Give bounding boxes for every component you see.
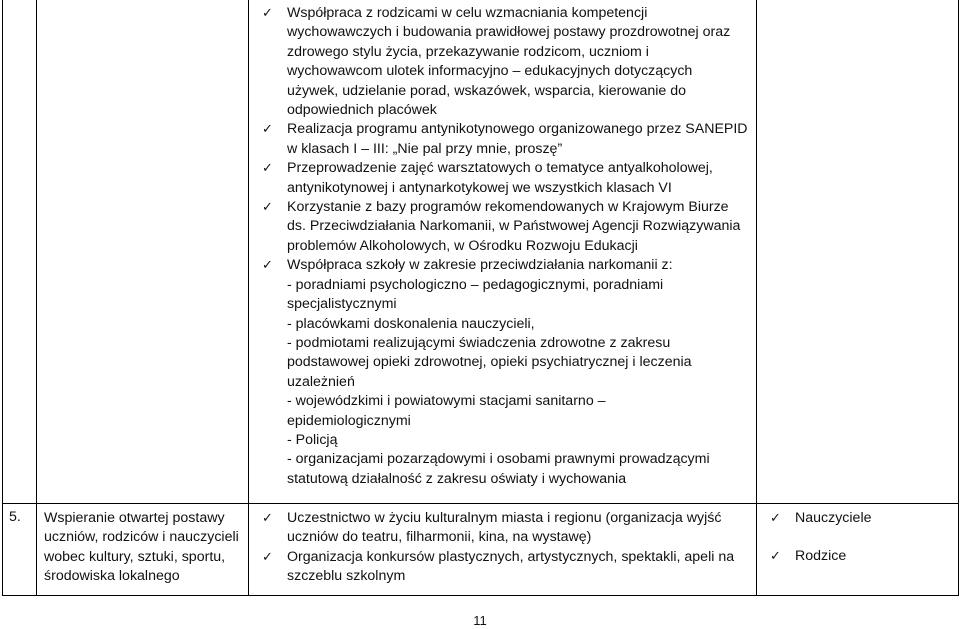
item-line: w klasach I – III: „Nie pal przy mnie, proszę” (287, 140, 563, 157)
item-line: wychowawczych i budowania prawidłowej postawy prozdrowotnej oraz (287, 24, 731, 41)
item-line: Korzystanie z bazy programów rekomendowanych w Krajowym Biurze (287, 199, 729, 216)
table-border-right (958, 0, 959, 596)
continued-actions-cell (260, 4, 755, 489)
item-line: Organizacja konkursów plastycznych, artystycznych, spektakli, apeli na (287, 548, 735, 565)
table-border-left (2, 0, 3, 596)
task-cell (44, 509, 244, 587)
row-number: 5. (9, 509, 21, 525)
action-item (260, 159, 755, 198)
row-divider (2, 503, 959, 504)
item-line: Współpraca z rodzicami w celu wzmacniania kompetencji (287, 5, 648, 21)
action-item (260, 120, 755, 159)
item-line: używek, udzielanie porad, wskazówek, wsparcia, kierowanie do (287, 82, 687, 99)
row5-actions-cell (260, 509, 755, 587)
checkmark-icon: ✓ (262, 200, 273, 216)
checkmark-icon: ✓ (262, 161, 273, 177)
checkmark-icon: ✓ (262, 122, 273, 138)
item-line: antynikotynowej i antynarkotykowej we wszystkich klasach VI (287, 179, 672, 196)
task-line: uczniów, rodziców i nauczycieli (44, 529, 239, 546)
item-line: podstawowej opieki zdrowotnej, opieki psychiatrycznej i leczenia (287, 354, 692, 371)
task-line: Wspieranie otwartej postawy (44, 510, 225, 526)
task-line: wobec kultury, sztuki, sportu, (44, 548, 226, 565)
page-number: 11 (473, 613, 487, 628)
item-line: specjalistycznymi (287, 296, 397, 313)
table-border-bottom (2, 595, 959, 596)
item-line: Przeprowadzenie zajęć warsztatowych o tematyce antyalkoholowej, (287, 160, 713, 177)
item-line: szczeblu szkolnym (287, 568, 406, 585)
item-line: statutową działalność z zakresu oświaty i wychowania (287, 470, 627, 487)
item-line: zdrowego stylu życia, przekazywanie rodzicom, uczniom i (287, 43, 649, 60)
item-line: - wojewódzkimi i powiatowymi stacjami sanitarno – (287, 393, 606, 410)
checkmark-icon: ✓ (770, 549, 781, 565)
responsible-item (768, 509, 953, 528)
item-line: - podmiotami realizującymi świadczenia zdrowotne z zakresu (287, 334, 671, 351)
responsible-item (768, 547, 953, 566)
action-item (260, 4, 755, 120)
action-item (260, 509, 755, 548)
item-line: ds. Przeciwdziałania Narkomanii, w Państwowej Agencji Rozwiązywania (287, 218, 741, 235)
checkmark-icon: ✓ (262, 549, 273, 565)
item-line: Realizacja programu antynikotynowego organizowanego przez SANEPID (287, 121, 748, 138)
action-item (260, 548, 755, 587)
item-line: uczniów do teatru, filharmonii, kina, na wystawę) (287, 529, 592, 546)
item-line: - Policją (287, 431, 338, 448)
item-line: - poradniami psychologiczno – pedagogicznymi, poradniami (287, 276, 664, 293)
item-line: uzależnień (287, 373, 355, 390)
table-divider-2 (248, 0, 249, 596)
checkmark-icon: ✓ (770, 511, 781, 526)
item-line: - placówkami doskonalenia nauczycieli, (287, 315, 535, 332)
item-line: odpowiednich placówek (287, 102, 437, 119)
responsible-cell (768, 509, 953, 567)
item-line: epidemiologicznymi (287, 412, 411, 429)
item-line: Współpraca szkoły w zakresie przeciwdziałania narkomanii z: (287, 257, 673, 274)
table-divider-3 (756, 0, 757, 596)
checkmark-icon: ✓ (262, 511, 273, 526)
checkmark-icon: ✓ (262, 6, 273, 21)
task-line: środowiska lokalnego (44, 568, 180, 585)
responsible-label: Rodzice (795, 548, 847, 565)
item-line: problemów Alkoholowych, w Ośrodku Rozwoju Edukacji (287, 237, 638, 254)
action-item (260, 256, 755, 489)
checkmark-icon: ✓ (262, 258, 273, 274)
responsible-label: Nauczyciele (795, 510, 872, 526)
table-divider-1 (36, 0, 37, 596)
action-item (260, 198, 755, 256)
item-line: - organizacjami pozarządowymi i osobami prawnymi prowadzącymi (287, 451, 710, 468)
item-line: wychowawcom ulotek informacyjno – edukacyjnych dotyczących (287, 63, 693, 80)
item-line: Uczestnictwo w życiu kulturalnym miasta i regionu (organizacja wyjść (287, 510, 722, 526)
